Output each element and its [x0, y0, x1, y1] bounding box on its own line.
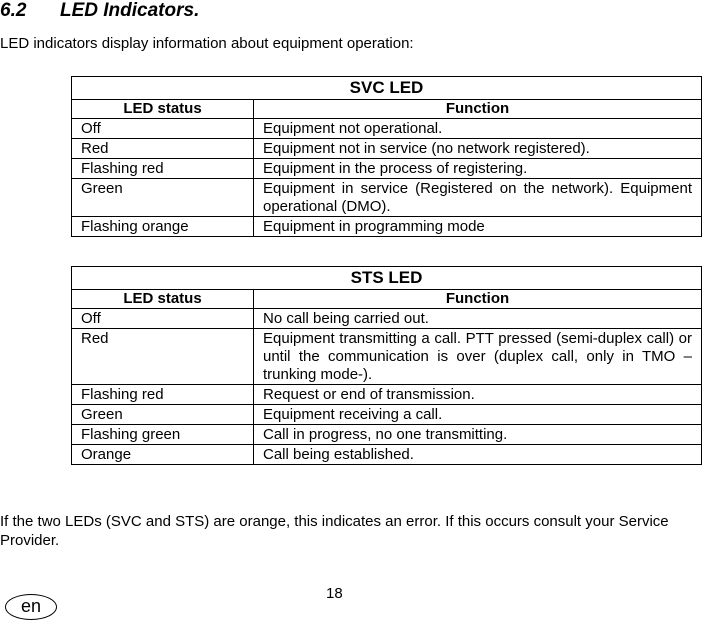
led-status-cell: Flashing green	[72, 425, 254, 445]
page-number: 18	[326, 585, 343, 602]
function-cell: No call being carried out.	[254, 309, 702, 329]
section-number: 6.2	[0, 0, 27, 21]
closing-paragraph: If the two LEDs (SVC and STS) are orange, this indicates an error. If this occurs consult your Service Provider.	[0, 513, 669, 549]
language-badge: en	[5, 594, 57, 620]
sts-header-status: LED status	[72, 290, 254, 309]
table-row	[72, 159, 702, 179]
table-row	[72, 119, 702, 139]
sts-header-function: Function	[254, 290, 702, 309]
function-cell: Equipment in programming mode	[254, 217, 702, 237]
table-row	[72, 445, 702, 465]
led-status-cell: Flashing red	[72, 159, 254, 179]
table-row	[72, 329, 702, 385]
function-cell: Equipment not in service (no network registered).	[254, 139, 702, 159]
sts-table-title: STS LED	[72, 267, 702, 290]
table-row	[72, 217, 702, 237]
section-title: LED Indicators.	[60, 0, 200, 21]
led-status-cell: Off	[72, 309, 254, 329]
function-cell: Request or end of transmission.	[254, 385, 702, 405]
intro-text: LED indicators display information about equipment operation:	[0, 35, 414, 52]
function-cell: Equipment transmitting a call. PTT pressed (semi-duplex call) or until the communication is over (duplex call, only in TMO –trunking mode-).	[254, 329, 702, 385]
svc-table-title: SVC LED	[72, 77, 702, 100]
table-row	[72, 425, 702, 445]
led-status-cell: Flashing orange	[72, 217, 254, 237]
led-status-cell: Flashing red	[72, 385, 254, 405]
led-status-cell: Red	[72, 329, 254, 385]
table-row	[72, 139, 702, 159]
led-status-cell: Green	[72, 405, 254, 425]
svc-led-table	[71, 76, 702, 237]
svc-header-function: Function	[254, 100, 702, 119]
sts-led-table	[71, 266, 702, 465]
table-row	[72, 309, 702, 329]
table-row	[72, 405, 702, 425]
led-status-cell: Green	[72, 179, 254, 217]
section-heading	[0, 0, 199, 22]
function-cell: Call being established.	[254, 445, 702, 465]
table-row	[72, 179, 702, 217]
function-cell: Call in progress, no one transmitting.	[254, 425, 702, 445]
led-status-cell: Off	[72, 119, 254, 139]
function-cell: Equipment in service (Registered on the network). Equipment operational (DMO).	[254, 179, 702, 217]
function-cell: Equipment in the process of registering.	[254, 159, 702, 179]
table-row	[72, 385, 702, 405]
led-status-cell: Orange	[72, 445, 254, 465]
led-status-cell: Red	[72, 139, 254, 159]
svc-header-status: LED status	[72, 100, 254, 119]
function-cell: Equipment receiving a call.	[254, 405, 702, 425]
function-cell: Equipment not operational.	[254, 119, 702, 139]
